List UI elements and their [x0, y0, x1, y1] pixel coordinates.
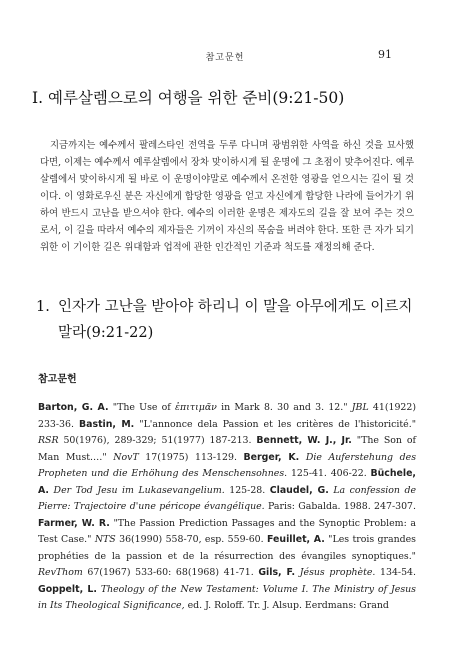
ref-author: Gils, F.	[258, 567, 296, 578]
ref-author: Bastin, M.	[79, 418, 135, 430]
ref-text: "Les trois grandes prophéties de la passion et de la résurrection des évangiles synoptiques."	[38, 534, 416, 562]
subsection-title	[36, 294, 426, 346]
ref-title: RSR	[38, 435, 59, 446]
ref-text: 134-54.	[375, 567, 417, 578]
ref-author: Claudel, G.	[269, 484, 329, 496]
ref-text: 125-41. 406-22.	[287, 468, 371, 479]
ref-text: 50(1976), 289-329; 51(1977) 187-213.	[58, 435, 257, 446]
ref-text: 17(1975) 113-129.	[138, 451, 244, 463]
ref-title: NovT	[113, 451, 139, 463]
page-number: 91	[378, 48, 392, 61]
ref-title: NTS	[94, 534, 116, 545]
ref-title: Jésus prophète.	[299, 567, 376, 578]
references-heading: 참고문헌	[38, 374, 77, 385]
ref-title: ἐπιτιμᾶν	[175, 402, 217, 413]
ref-text: ed. J. Roloff. Tr. J. Alsup. Eerdmans: Grand	[184, 600, 389, 611]
subsection-number: 1.	[36, 299, 50, 315]
ref-text: "The Son of Man Must.…"	[38, 435, 417, 463]
ref-author: Feuillet, A.	[267, 534, 325, 545]
section-title: Ⅰ. 예루살렘으로의 여행을 위한 준비(9:21-50)	[32, 89, 345, 107]
ref-author: Bennett, W. J., Jr.	[256, 435, 352, 446]
ref-text: "The Passion Prediction Passages and the Synoptic Problem: a Test Case."	[38, 517, 416, 545]
subsection-title-line1: 인자가 고난을 받아야 하리니 이 말을 아무에게도 이르지	[58, 299, 413, 315]
subsection-title-line2: 말라(9:21-22)	[58, 325, 154, 341]
ref-title: Der Tod Jesu im Lukasevangelium.	[53, 484, 225, 496]
ref-title: RevThom	[38, 567, 83, 578]
ref-text: 67(1967) 533-60: 68(1968) 41-71.	[82, 567, 259, 578]
running-head: 참고문헌	[205, 53, 245, 63]
ref-title: Theology of the New Testament: Volume I. The Ministry of Jesus in Its Theological Significance,	[38, 583, 416, 611]
ref-author: Büchele, A.	[38, 468, 416, 496]
ref-text: "L'annonce dela Passion et les critères de l'historicité."	[134, 418, 417, 430]
ref-text: "The Use of	[108, 402, 176, 413]
ref-text	[299, 452, 306, 463]
ref-author: Goppelt, L.	[38, 583, 97, 595]
ref-author: Berger, K.	[243, 451, 300, 463]
ref-text: Paris: Gabalda. 1988. 247-307.	[264, 501, 416, 512]
ref-text: 41(1922) 233-36.	[38, 402, 417, 430]
intro-paragraph: 지금까지는 예수께서 팔레스타인 전역을 두루 다니며 광범위한 사역을 하신 것을 묘사했다면, 이제는 예수께서 예루살렘에서 장차 맞이하시게 될 운명에 그 초점이 맞추어진다. 예루살렘에서 맞이하시게 될 바로 이 운명이야말로 예수께서 온전한 영광을 얻으시는 길이 될 것이다. 이 영화로우신 분은 자신에게 합당한 영광을 얻고 자신에게 합당한 나라에 들어가기 위하여 반드시 고난을 받으셔야 한다. 예수의 이러한 운명은 제자도의 길을 잘 보여 주는 것으로서, 이 길을 따라서 예수의 제자들은 기꺼이 자신의 목숨을 버려야 한다. 또한 큰 자가 되기 위한 이 기이한 길은 위대함과 업적에 관한 인간적인 기준과 척도를 재정의해 준다.	[40, 140, 414, 254]
ref-title: La confession de Pierre: Trajectoire d'une péricope évangélique.	[38, 484, 417, 512]
ref-text: in Mark 8. 30 and 3. 12."	[216, 402, 352, 413]
ref-author: Barton, G. A.	[38, 402, 109, 413]
references-list	[38, 400, 416, 615]
ref-text: 36(1990) 558-70, esp. 559-60.	[115, 534, 268, 545]
ref-author: Farmer, W. R.	[38, 517, 110, 529]
ref-text: 125-28.	[224, 484, 270, 496]
ref-title: Die Auferstehung des Propheten und die Erhöhung des Menschensohnes.	[38, 451, 417, 479]
ref-title: JBL	[351, 402, 369, 413]
